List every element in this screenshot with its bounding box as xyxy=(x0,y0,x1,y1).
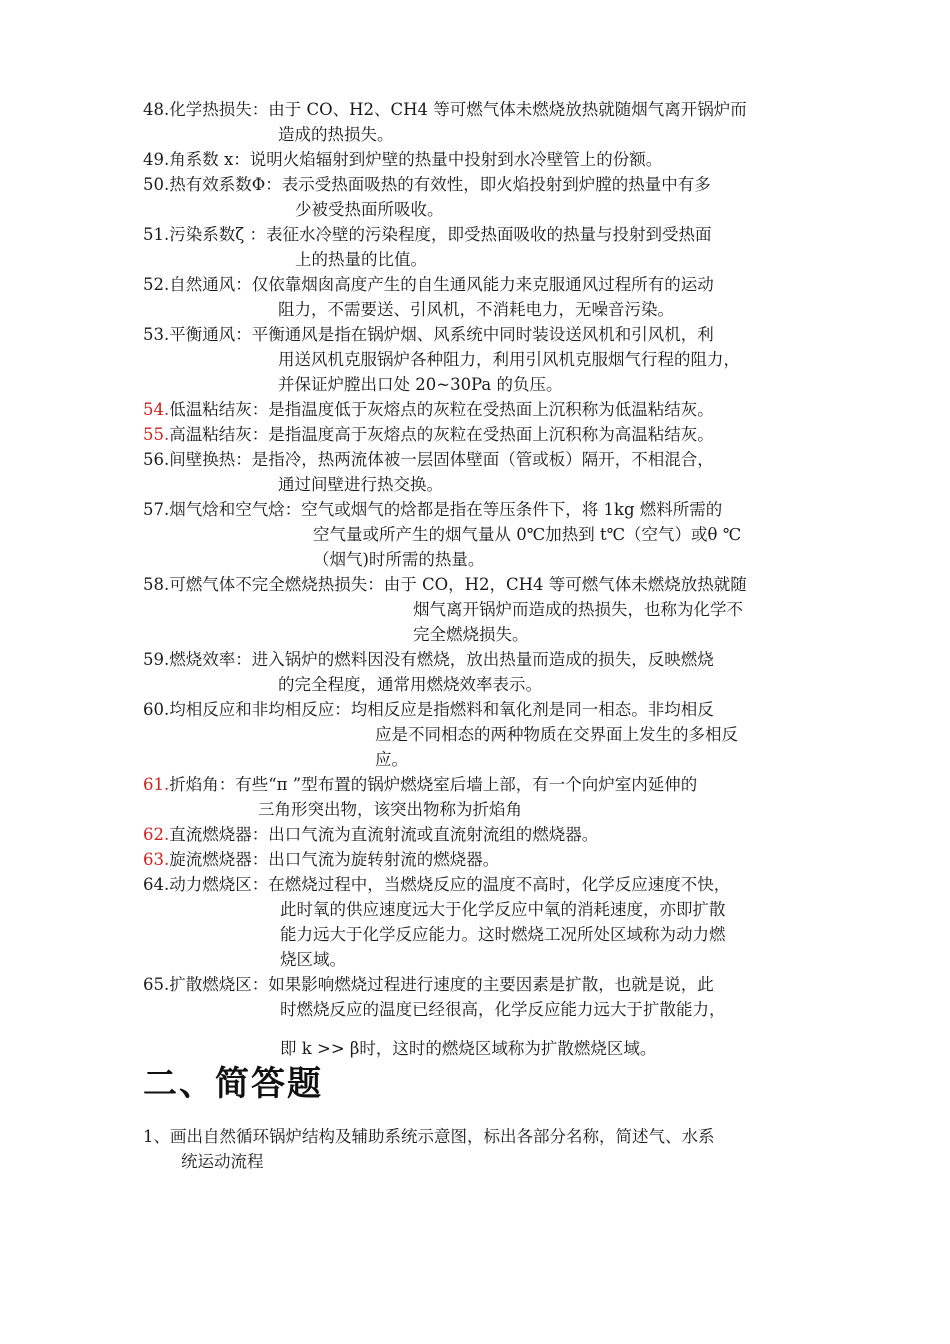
definition-number: 64. xyxy=(143,875,170,894)
definition-entry xyxy=(143,572,813,647)
definition-entry xyxy=(143,847,813,872)
definition-line xyxy=(143,272,813,297)
definition-line: 空气量或所产生的烟气量从 0℃加热到 t℃（空气）或θ ℃ xyxy=(313,525,742,544)
definition-line xyxy=(143,397,813,422)
definition-text: 烟气焓和空气焓：空气或烟气的焓都是指在等压条件下，将 1kg 燃料所需的 xyxy=(169,500,723,519)
definition-line xyxy=(143,147,813,172)
definition-number: 57. xyxy=(143,500,170,519)
definition-entry xyxy=(143,172,813,222)
question-line: 1、画出自然循环锅炉结构及辅助系统示意图，标出各部分名称，简述气、水系 xyxy=(143,1127,715,1146)
definition-line xyxy=(143,97,813,122)
definition-text: 化学热损失：由于 CO、H2、CH4 等可燃气体未燃烧放热就随烟气离开锅炉而 xyxy=(169,100,747,119)
definition-text: 间壁换热：是指冷，热两流体被一层固体壁面（管或板）隔开，不相混合， xyxy=(169,450,714,469)
definition-text: 低温粘结灰：是指温度低于灰熔点的灰粒在受热面上沉积称为低温粘结灰。 xyxy=(169,400,714,419)
definition-line: 应是不同相态的两种物质在交界面上发生的多相反 xyxy=(375,725,738,744)
definition-number: 48. xyxy=(143,100,170,119)
definition-line xyxy=(143,772,813,797)
definition-line xyxy=(143,447,813,472)
definition-line: 用送风机克服锅炉各种阻力，利用引风机克服烟气行程的阻力， xyxy=(278,350,740,369)
definition-number: 62. xyxy=(143,825,170,844)
definition-entry xyxy=(143,397,813,422)
definition-text: 扩散燃烧区：如果影响燃烧过程进行速度的主要因素是扩散，也就是说，此 xyxy=(169,975,714,994)
definition-number: 60. xyxy=(143,700,170,719)
definition-text: 均相反应和非均相反应：均相反应是指燃料和氧化剂是同一相态。非均相反 xyxy=(169,700,714,719)
definition-number: 53. xyxy=(143,325,170,344)
definition-line xyxy=(143,172,813,197)
definition-line: 烧区域。 xyxy=(280,950,346,969)
definition-line: 三角形突出物，该突出物称为折焰角 xyxy=(258,800,522,819)
definition-text: 燃烧效率：进入锅炉的燃料因没有燃烧，放出热量而造成的损失，反映燃烧 xyxy=(169,650,714,669)
definition-line xyxy=(143,222,813,247)
definition-number: 55. xyxy=(143,425,170,444)
definition-line xyxy=(143,422,813,447)
definition-line: 阻力，不需要送、引风机，不消耗电力，无噪音污染。 xyxy=(278,300,674,319)
definition-number: 59. xyxy=(143,650,170,669)
definition-line xyxy=(143,697,813,722)
definition-number: 63. xyxy=(143,850,170,869)
definition-line xyxy=(143,497,813,522)
definition-line: 即 k >> β时，这时的燃烧区域称为扩散燃烧区域。 xyxy=(280,1039,657,1058)
definition-entry xyxy=(143,422,813,447)
definition-text: 动力燃烧区：在燃烧过程中，当燃烧反应的温度不高时，化学反应速度不快， xyxy=(169,875,731,894)
definition-text: 旋流燃烧器：出口气流为旋转射流的燃烧器。 xyxy=(169,850,500,869)
definition-line: 通过间壁进行热交换。 xyxy=(278,475,443,494)
definition-line: 时燃烧反应的温度已经很高，化学反应能力远大于扩散能力， xyxy=(280,1000,726,1019)
definition-line xyxy=(143,1022,813,1036)
definition-entry xyxy=(143,272,813,322)
definition-text: 高温粘结灰：是指温度高于灰熔点的灰粒在受热面上沉积称为高温粘结灰。 xyxy=(169,425,714,444)
definition-line: 应。 xyxy=(375,750,408,769)
definition-entry xyxy=(143,697,813,772)
definition-line: 的完全程度，通常用燃烧效率表示。 xyxy=(278,675,542,694)
definition-line xyxy=(143,647,813,672)
definition-line: 造成的热损失。 xyxy=(278,125,394,144)
definition-text: 折焰角：有些“π ”型布置的锅炉燃烧室后墙上部，有一个向炉室内延伸的 xyxy=(169,775,698,794)
definition-text: 污染系数ζ ：表征水冷壁的污染程度，即受热面吸收的热量与投射到受热面 xyxy=(169,225,712,244)
section-heading: 二、简答题 xyxy=(143,1064,323,1104)
definition-line xyxy=(143,847,813,872)
definition-text: 角系数 x：说明火焰辐射到炉壁的热量中投射到水冷壁管上的份额。 xyxy=(169,150,663,169)
definition-entry xyxy=(143,647,813,697)
definition-entry xyxy=(143,772,813,822)
definition-line xyxy=(143,972,813,997)
definition-number: 50. xyxy=(143,175,170,194)
definition-line xyxy=(143,322,813,347)
definition-text: 可燃气体不完全燃烧热损失：由于 CO，H2，CH4 等可燃气体未燃烧放热就随 xyxy=(169,575,747,594)
definition-line: 上的热量的比值。 xyxy=(295,250,427,269)
definition-text: 直流燃烧器：出口气流为直流射流或直流射流组的燃烧器。 xyxy=(169,825,599,844)
definition-number: 51. xyxy=(143,225,170,244)
definition-line: 烟气离开锅炉而造成的热损失，也称为化学不 xyxy=(413,600,743,619)
definition-number: 58. xyxy=(143,575,170,594)
definition-number: 49. xyxy=(143,150,170,169)
definition-entry xyxy=(143,497,813,572)
definition-entry xyxy=(143,447,813,497)
definition-line xyxy=(143,822,813,847)
definition-text: 热有效系数Φ：表示受热面吸热的有效性，即火焰投射到炉膛的热量中有多 xyxy=(169,175,711,194)
definition-line: 并保证炉膛出口处 20~30Pa 的负压。 xyxy=(278,375,563,394)
definition-line xyxy=(143,572,813,597)
definition-number: 54. xyxy=(143,400,170,419)
definition-line: （烟气)时所需的热量。 xyxy=(313,550,485,569)
definition-entry xyxy=(143,872,813,972)
definition-entry xyxy=(143,822,813,847)
definition-number: 56. xyxy=(143,450,170,469)
definition-text: 平衡通风：平衡通风是指在锅炉烟、风系统中同时装设送风机和引风机，利 xyxy=(169,325,714,344)
definition-number: 65. xyxy=(143,975,170,994)
definition-number: 52. xyxy=(143,275,170,294)
definition-line: 能力远大于化学反应能力。这时燃烧工况所处区域称为动力燃 xyxy=(280,925,726,944)
definition-line: 此时氧的供应速度远大于化学反应中氧的消耗速度，亦即扩散 xyxy=(280,900,726,919)
definition-entry xyxy=(143,147,813,172)
definition-entry xyxy=(143,222,813,272)
definition-line: 完全燃烧损失。 xyxy=(413,625,529,644)
question-line: 统运动流程 xyxy=(181,1152,264,1171)
definition-line xyxy=(143,872,813,897)
definition-entry xyxy=(143,97,813,147)
definition-line: 少被受热面所吸收。 xyxy=(295,200,444,219)
definition-number: 61. xyxy=(143,775,170,794)
definition-entry xyxy=(143,972,813,1061)
definition-text: 自然通风：仅依靠烟囱高度产生的自生通风能力来克服通风过程所有的运动 xyxy=(169,275,714,294)
question-1 xyxy=(143,1124,823,1174)
definition-entry xyxy=(143,322,813,397)
